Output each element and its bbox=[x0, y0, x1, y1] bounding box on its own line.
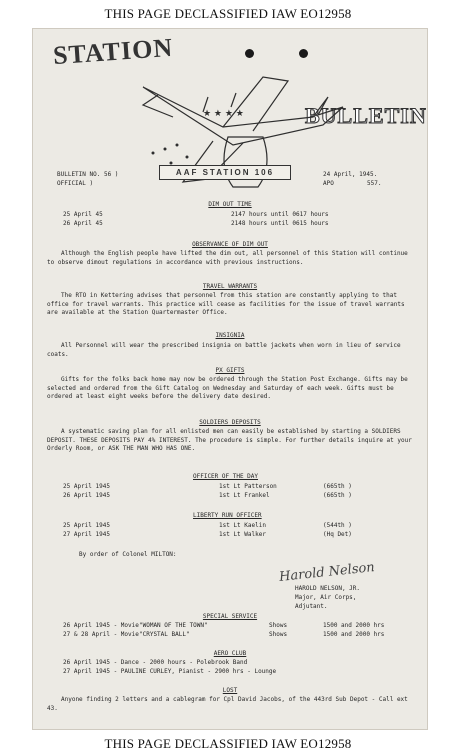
declassified-banner-top: THIS PAGE DECLASSIFIED IAW EO12958 bbox=[104, 6, 352, 21]
officer-of-day-title: OFFICER OF THE DAY bbox=[193, 473, 259, 480]
movie-shows-label-2: Shows bbox=[269, 631, 288, 638]
signer-title: Adjutant. bbox=[295, 603, 328, 610]
movie-title-1: "WOMAN OF THE TOWN" bbox=[139, 622, 208, 629]
bulletin-number: BULLETIN NO. 56 ) bbox=[57, 171, 119, 178]
apo-number: 557. bbox=[367, 180, 382, 187]
px-gifts-title: PX GIFTS bbox=[215, 367, 245, 374]
lro-unit-2: (Hq Det) bbox=[323, 531, 352, 538]
order-line: By order of Colonel MILTON: bbox=[79, 551, 177, 558]
movie-shows-label-1: Shows bbox=[269, 622, 288, 629]
insignia-text: All Personnel will wear the prescribed insignia on battle jackets when worn in lieu of service coats. bbox=[47, 342, 401, 358]
lro-date-2: 27 April 1945 bbox=[63, 531, 110, 538]
observance-title: OBSERVANCE OF DIM OUT bbox=[192, 241, 268, 248]
lost-text: Anyone finding 2 letters and a cablegram for Cpl David Jacobs, of the 443rd Sub Depot - Call ext 43. bbox=[47, 696, 408, 712]
lro-date-1: 25 April 1945 bbox=[63, 522, 110, 529]
official-label: OFFICIAL ) bbox=[57, 180, 94, 187]
px-gifts-text: Gifts for the folks back home may now be ordered through the Station Post Exchange. Gifts may be selected and ordered from the Gift Catalog on Wednesday and Saturday of each week. Gifts must be ordered at least eight weeks before the delivery date desired. bbox=[47, 376, 408, 401]
special-service-title: SPECIAL SERVICE bbox=[202, 613, 258, 620]
aero-club-title: AERO CLUB bbox=[213, 650, 247, 657]
liberty-run-title: LIBERTY RUN OFFICER bbox=[193, 512, 262, 519]
ood-unit-1: (665th ) bbox=[323, 483, 352, 490]
signer-name: HAROLD NELSON, JR. bbox=[295, 585, 361, 592]
lro-unit-1: (544th ) bbox=[323, 522, 352, 529]
ood-date-2: 26 April 1945 bbox=[63, 492, 110, 499]
ood-name-1: 1st Lt Patterson bbox=[219, 483, 277, 490]
dim-out-time-2: 2148 hours until 0615 hours bbox=[231, 220, 329, 227]
masthead-bulletin-word: BULLETIN bbox=[305, 103, 427, 128]
dim-out-date-1: 25 April 45 bbox=[63, 211, 103, 218]
ood-unit-2: (665th ) bbox=[323, 492, 352, 499]
ood-date-1: 25 April 1945 bbox=[63, 483, 110, 490]
movie-times-2: 1500 and 2000 hrs bbox=[323, 631, 385, 638]
deposits-text: A systematic saving plan for all enlisted men can easily be established by starting a SOLDIERS DEPOSIT. THESE DEPOSITS PAY 4% INTEREST. The procedure is simple. For further details inquire at your Orderly Room, or ASK THE MAN WHO HAS ONE. bbox=[47, 428, 412, 453]
lro-name-1: 1st Lt Kaelin bbox=[219, 522, 266, 529]
travel-text: The RTO in Kettering advises that personnel from this station are constantly applying to that office for travel warrants. This practice will cease as facilities for the issue of travel warrants are available at the Station Quartermaster Office. bbox=[47, 292, 405, 317]
movie-title-2: "CRYSTAL BALL" bbox=[139, 631, 190, 638]
dim-out-time-1: 2147 hours until 0617 hours bbox=[231, 211, 329, 218]
lro-name-2: 1st Lt Walker bbox=[219, 531, 266, 538]
station-scroll-banner: AAF STATION 106 bbox=[159, 165, 291, 180]
dim-out-date-2: 26 April 45 bbox=[63, 220, 103, 227]
travel-title: TRAVEL WARRANTS bbox=[202, 283, 258, 290]
apo-label: APO bbox=[323, 180, 334, 187]
movie-times-1: 1500 and 2000 hrs bbox=[323, 622, 385, 629]
lost-title: LOST bbox=[222, 687, 238, 694]
masthead-station-word: STATION bbox=[52, 32, 175, 71]
signature-handwritten: Harold Nelson bbox=[278, 560, 376, 585]
movie-date-1: 26 April 1945 - Movie bbox=[63, 622, 139, 629]
declassified-banner-bottom: THIS PAGE DECLASSIFIED IAW EO12958 bbox=[104, 736, 352, 751]
dim-out-title: DIM OUT TIME bbox=[208, 201, 252, 208]
movie-date-2: 27 & 28 April - Movie bbox=[63, 631, 139, 638]
insignia-title: INSIGNIA bbox=[215, 332, 245, 339]
aero-club-row-1: 26 April 1945 - Dance - 2000 hours - Polebrook Band bbox=[63, 659, 248, 666]
signer-rank: Major, Air Corps, bbox=[295, 594, 357, 601]
crest-stars: ★ ★ ★ ★ bbox=[203, 109, 244, 119]
observance-text: Although the English people have lifted the dim out, all personnel of this Station will continue to observe dimout regulations in accordance with previous instructions. bbox=[47, 250, 408, 266]
aero-club-row-2: 27 April 1945 - PAULINE CURLEY, Pianist - 2900 hrs - Lounge bbox=[63, 668, 277, 675]
deposits-title: SOLDIERS DEPOSITS bbox=[199, 419, 261, 426]
ood-name-2: 1st Lt Frankel bbox=[219, 492, 270, 499]
bulletin-date: 24 April, 1945. bbox=[323, 171, 378, 178]
bulletin-page bbox=[32, 28, 428, 730]
